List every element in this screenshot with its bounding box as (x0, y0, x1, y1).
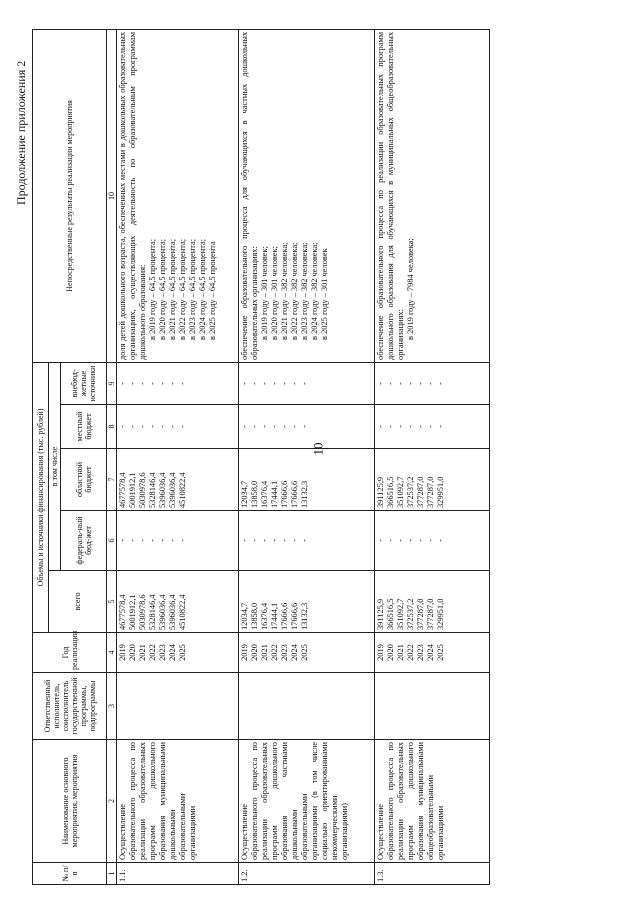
result-text: обеспечение образовательного процесса по реализации образовательных программ дошкольного образования для обучающихся в муниципальных общеобразовательных организациях: (376, 31, 405, 360)
local-list-value: - (158, 425, 167, 428)
result-item: в 2021 году – 382 человека; (280, 242, 289, 340)
local-list (239, 405, 375, 449)
regional-list-value: 16376,4 (260, 480, 269, 508)
result-text: обеспечение образовательного процесса для обучающихся в частных дошкольных образовательных организациях: (240, 31, 259, 360)
total-list-value: 17666,6 (290, 602, 299, 630)
year-list-value: 2020 (386, 644, 395, 661)
federal-list-value: - (118, 539, 127, 542)
total-list (375, 571, 490, 633)
extrabudget-list-value: - (158, 382, 167, 385)
federal-list-value: - (178, 539, 187, 542)
regional-list-value: 5030978,6 (138, 472, 147, 508)
total-list-value: 17666,6 (280, 602, 289, 630)
header-responsible: Ответственный исполнитель, соисполнитель государственной программы, подпрограммы (33, 673, 107, 740)
column-number: 8 (107, 405, 117, 449)
extrabudget-list-value: - (436, 382, 445, 385)
year-list-value: 2020 (128, 644, 137, 661)
result-item: в 2019 году – 64,5 процента; (148, 238, 157, 340)
header-extrabudget: внебюд-жетные источники (61, 362, 107, 404)
regional-list-value: 391125,9 (376, 476, 385, 508)
extrabudget-list-value: - (300, 382, 309, 385)
regional-list-value: 17666,6 (280, 480, 289, 508)
page-number: 10 (310, 442, 326, 456)
federal-list-value: - (148, 539, 157, 542)
regional-list-value: 351092,7 (396, 476, 405, 508)
activity-name: Осуществление образовательного процесса по реализации образовательных программ дошкольного образования муниципальными общеобразовательными организациями (375, 740, 490, 863)
local-list-value: - (436, 425, 445, 428)
federal-list-value: - (280, 539, 289, 542)
local-list-value: - (290, 425, 299, 428)
federal-list-value: - (376, 539, 385, 542)
total-list-value: 377287,0 (426, 598, 435, 630)
column-number: 4 (107, 633, 117, 673)
federal-list-value: - (128, 539, 137, 542)
local-list-value: - (250, 425, 259, 428)
result-item: в 2019 году – 301 человек; (260, 246, 269, 340)
result-item: в 2020 году – 301 человек; (270, 246, 279, 340)
result-item: в 2025 году – 301 человек (320, 248, 329, 340)
regional-list-value: 377287,0 (416, 476, 425, 508)
regional-list (117, 449, 239, 511)
extrabudget-list-value: - (148, 382, 157, 385)
result-item: в 2019 году – 7984 человека; (406, 238, 415, 340)
extrabudget-list-value: - (426, 382, 435, 385)
regional-list-value: 5396036,4 (158, 472, 167, 508)
local-list-value: - (416, 425, 425, 428)
header-local: местный бюджет (61, 405, 107, 449)
year-list-value: 2019 (240, 644, 249, 661)
header-including: в том числе (49, 362, 61, 570)
year-list-value: 2021 (260, 644, 269, 661)
total-list-value: 366516,5 (386, 598, 395, 630)
column-number-row (107, 29, 117, 884)
federal-list-value: - (168, 539, 177, 542)
year-list-value: 2019 (118, 644, 127, 661)
result-item: в 2021 году – 64,5 процента; (168, 238, 177, 340)
local-list-value: - (178, 425, 187, 428)
year-list (239, 633, 375, 673)
header-volumes: Объемы и источники финансирования (тыс. рублей) (33, 362, 49, 632)
header-results: Непосредственные результаты реализации мероприятия (33, 29, 107, 362)
local-list-value: - (128, 425, 137, 428)
extrabudget-list-value: - (270, 382, 279, 385)
year-list (375, 633, 490, 673)
year-list-value: 2022 (270, 644, 279, 661)
regional-list-value: 377287,0 (426, 476, 435, 508)
row-number: 1.3. (375, 863, 490, 885)
extrabudget-list-value: - (128, 382, 137, 385)
column-number: 10 (107, 29, 117, 362)
local-list (117, 405, 239, 449)
local-list-value: - (118, 425, 127, 428)
row-number: 1.2. (239, 863, 375, 885)
extrabudget-list-value: - (250, 382, 259, 385)
result-cell (239, 29, 375, 362)
result-item: в 2023 году – 64,5 процента; (188, 238, 197, 340)
local-list-value: - (386, 425, 395, 428)
row-number: 1.1. (117, 863, 239, 885)
column-number: 2 (107, 740, 117, 863)
year-list-value: 2023 (416, 644, 425, 661)
regional-list-value: 5396036,4 (168, 472, 177, 508)
federal-list-value: - (300, 539, 309, 542)
year-list-value: 2022 (406, 644, 415, 661)
federal-list-value: - (260, 539, 269, 542)
total-list-value: 391125,9 (376, 598, 385, 630)
budget-table (32, 29, 490, 885)
federal-list-value: - (240, 539, 249, 542)
result-cell (117, 29, 239, 362)
result-item: в 2025 году – 64,5 процента (208, 241, 217, 340)
extrabudget-list-value: - (118, 382, 127, 385)
federal-list-value: - (158, 539, 167, 542)
regional-list-value: 372537,2 (406, 476, 415, 508)
extrabudget-list-value: - (376, 382, 385, 385)
appendix-caption: Продолжение приложения 2 (14, 60, 28, 205)
federal-list (117, 511, 239, 571)
federal-list-value: - (386, 539, 395, 542)
activity-name: Осуществление образовательного процесса по реализации образовательных программ дошкольного образования частными дошкольными образовательными организациями (в том числе социально ориентированными некоммерческими организациями) (239, 740, 375, 863)
total-list-value: 5328146,4 (148, 594, 157, 630)
total-list-value: 4510822,4 (178, 594, 187, 630)
total-list-value: 16376,4 (260, 602, 269, 630)
header-num: № п/п (33, 863, 107, 885)
regional-list-value: 5001912,1 (128, 472, 137, 508)
local-list-value: - (168, 425, 177, 428)
year-list-value: 2024 (168, 644, 177, 661)
year-list-value: 2025 (300, 644, 309, 661)
year-list-value: 2025 (436, 644, 445, 661)
extrabudget-list-value: - (240, 382, 249, 385)
federal-list-value: - (416, 539, 425, 542)
federal-list-value: - (270, 539, 279, 542)
extrabudget-list-value: - (396, 382, 405, 385)
result-item: в 2020 году – 64,5 процента; (158, 238, 167, 340)
regional-list-value: 12034,7 (240, 480, 249, 508)
year-list-value: 2021 (138, 644, 147, 661)
result-item: в 2022 году – 64,5 процента; (178, 238, 187, 340)
federal-list (239, 511, 375, 571)
column-number: 1 (107, 863, 117, 885)
total-list-value: 377287,0 (416, 598, 425, 630)
local-list-value: - (260, 425, 269, 428)
result-cell (375, 29, 490, 362)
extrabudget-list-value: - (290, 382, 299, 385)
regional-list-value: 5328146,4 (148, 472, 157, 508)
extrabudget-list-value: - (168, 382, 177, 385)
total-list-value: 329951,0 (436, 598, 445, 630)
total-list (117, 571, 239, 633)
column-number: 6 (107, 511, 117, 571)
year-list-value: 2024 (426, 644, 435, 661)
total-list-value: 5396036,4 (168, 594, 177, 630)
responsible-executor (375, 673, 490, 740)
header-total: всего (49, 571, 107, 633)
regional-list-value: 17666,6 (290, 480, 299, 508)
local-list-value: - (148, 425, 157, 428)
local-list-value: - (270, 425, 279, 428)
year-list-value: 2021 (396, 644, 405, 661)
total-list-value: 17444,1 (270, 602, 279, 630)
local-list-value: - (376, 425, 385, 428)
local-list-value: - (240, 425, 249, 428)
regional-list (375, 449, 490, 511)
column-number: 3 (107, 673, 117, 740)
table-row (375, 29, 490, 884)
total-list-value: 351092,7 (396, 598, 405, 630)
year-list (117, 633, 239, 673)
result-text: доля детей дошкольного возраста, обеспеченных местами в дошкольных образовательных организациях, осуществляющих деятельность по образовательным программам дошкольного образования: (118, 31, 147, 360)
year-list-value: 2019 (376, 644, 385, 661)
column-number: 9 (107, 362, 117, 404)
local-list-value: - (280, 425, 289, 428)
total-list-value: 5001912,1 (128, 594, 137, 630)
result-item: в 2024 году – 382 человека; (310, 242, 319, 340)
regional-list-value: 4677578,4 (118, 472, 127, 508)
regional-list-value: 13858,0 (250, 480, 259, 508)
year-list-value: 2023 (158, 644, 167, 661)
table-row (117, 29, 239, 884)
header-name: Наименование основного мероприятия, мероприятия (33, 740, 107, 863)
extrabudget-list-value: - (386, 382, 395, 385)
federal-list-value: - (436, 539, 445, 542)
column-number: 7 (107, 449, 117, 511)
federal-list-value: - (426, 539, 435, 542)
extrabudget-list-value: - (138, 382, 147, 385)
total-list-value: 12034,7 (240, 602, 249, 630)
local-list-value: - (426, 425, 435, 428)
total-list-value: 5030978,6 (138, 594, 147, 630)
local-list-value: - (300, 425, 309, 428)
header-regional: областной бюджет (61, 449, 107, 511)
result-item: в 2024 году – 64,5 процента; (198, 238, 207, 340)
result-item: в 2023 году – 382 человека; (300, 242, 309, 340)
year-list-value: 2025 (178, 644, 187, 661)
extrabudget-list (117, 362, 239, 404)
total-list-value: 13132,3 (300, 602, 309, 630)
responsible-executor (117, 673, 239, 740)
extrabudget-list-value: - (406, 382, 415, 385)
total-list-value: 5396036,4 (158, 594, 167, 630)
regional-list-value: 17444,1 (270, 480, 279, 508)
extrabudget-list-value: - (178, 382, 187, 385)
federal-list (375, 511, 490, 571)
local-list-value: - (138, 425, 147, 428)
local-list (375, 405, 490, 449)
extrabudget-list-value: - (280, 382, 289, 385)
federal-list-value: - (396, 539, 405, 542)
regional-list-value: 4510822,4 (178, 472, 187, 508)
federal-list-value: - (290, 539, 299, 542)
table-row (239, 29, 375, 884)
local-list-value: - (406, 425, 415, 428)
regional-list-value: 366516,5 (386, 476, 395, 508)
local-list-value: - (396, 425, 405, 428)
responsible-executor (239, 673, 375, 740)
year-list-value: 2020 (250, 644, 259, 661)
extrabudget-list-value: - (260, 382, 269, 385)
activity-name: Осуществление образовательного процесса по реализации образовательных программ дошкольного образования муниципальными дошкольными образовательными организациями (117, 740, 239, 863)
column-number: 5 (107, 571, 117, 633)
total-list (239, 571, 375, 633)
extrabudget-list (375, 362, 490, 404)
total-list-value: 4677578,4 (118, 594, 127, 630)
year-list-value: 2024 (290, 644, 299, 661)
regional-list (239, 449, 375, 511)
federal-list-value: - (250, 539, 259, 542)
table-body (117, 29, 490, 884)
total-list-value: 13858,0 (250, 602, 259, 630)
federal-list-value: - (406, 539, 415, 542)
regional-list-value: 329951,0 (436, 476, 445, 508)
header-federal: федераль-ный бюд-жет (61, 511, 107, 571)
regional-list-value: 13132,3 (300, 480, 309, 508)
header-year: Год реализации (33, 633, 107, 673)
total-list-value: 372537,2 (406, 598, 415, 630)
year-list-value: 2022 (148, 644, 157, 661)
extrabudget-list-value: - (416, 382, 425, 385)
result-item: в 2022 году – 382 человека; (290, 242, 299, 340)
year-list-value: 2023 (280, 644, 289, 661)
extrabudget-list (239, 362, 375, 404)
federal-list-value: - (138, 539, 147, 542)
